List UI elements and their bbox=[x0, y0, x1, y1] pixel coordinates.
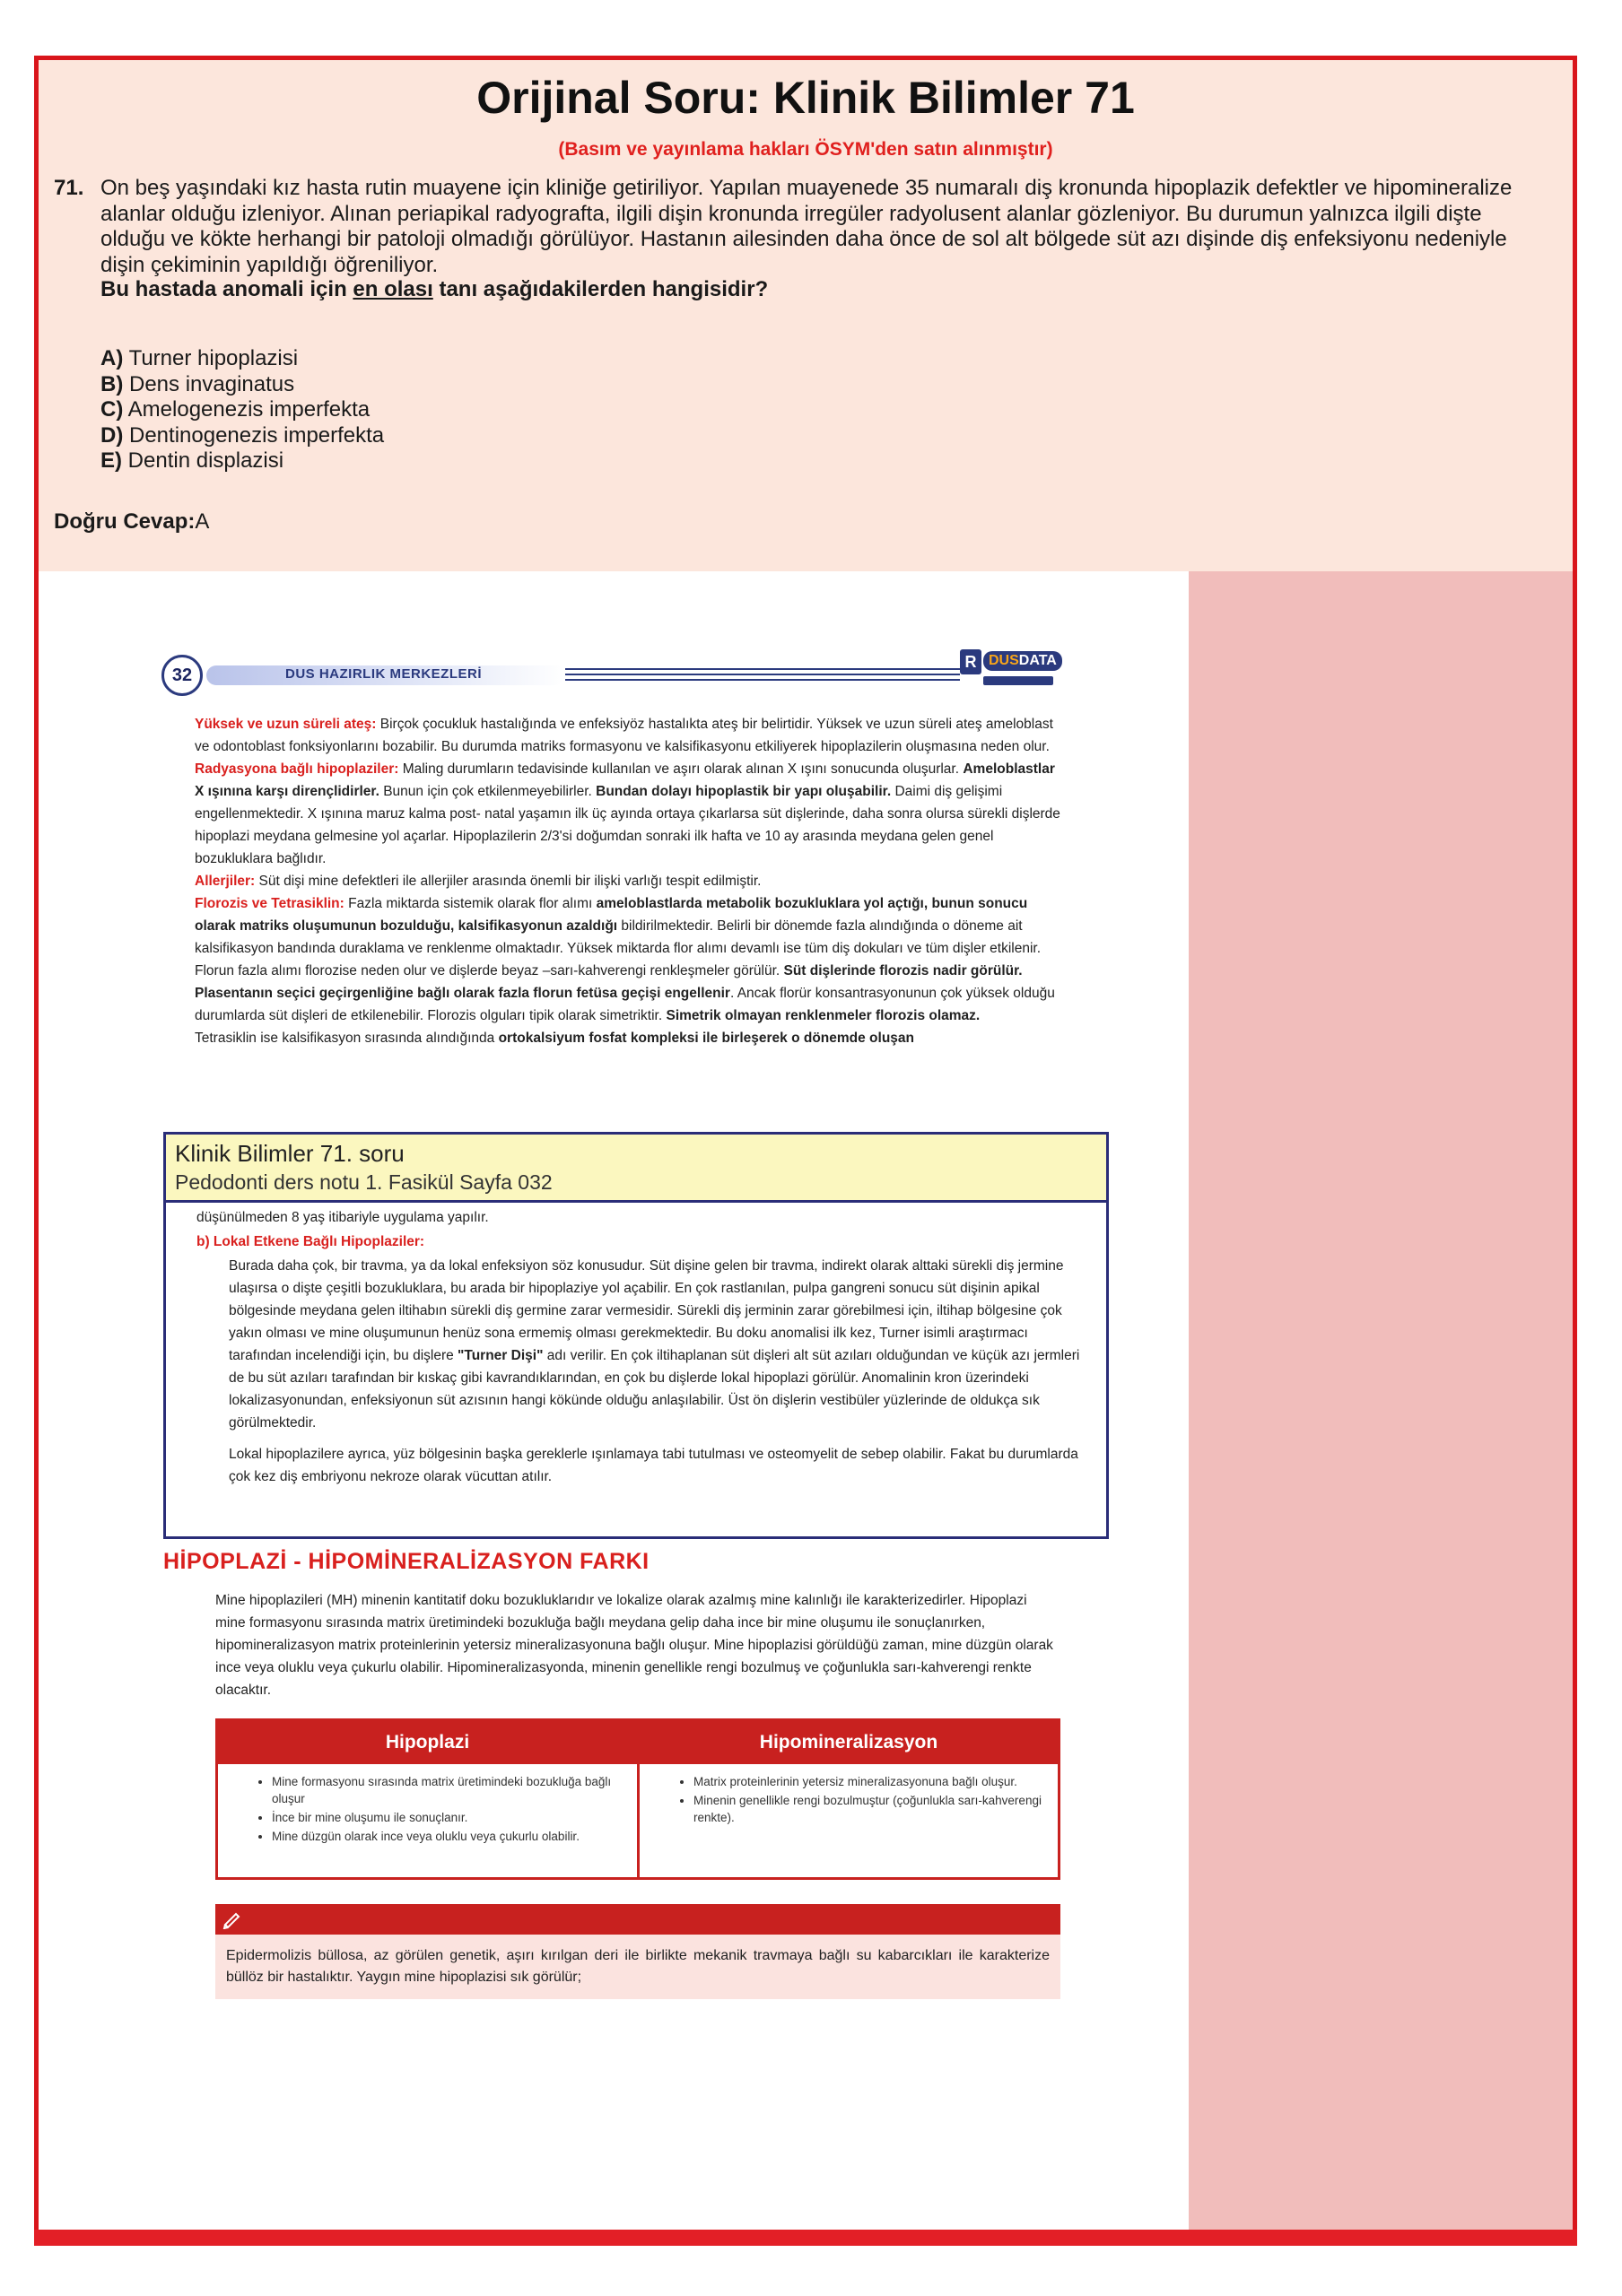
heading-fluorosis: Florozis ve Tetrasiklin: bbox=[195, 896, 344, 911]
text-radiation-a: Maling durumların tedavisinde kullanılan ve aşırı olarak alınan X ışını sonucunda oluşurlar. bbox=[398, 761, 964, 777]
text-fluorosis-f: Simetrik olmayan renklenmeler florozis olamaz. bbox=[666, 1008, 981, 1023]
answer-value: A bbox=[195, 509, 210, 534]
logo-text-b: DATA bbox=[1018, 653, 1057, 668]
heading-allergies: Allerjiler: bbox=[195, 874, 256, 889]
table-header-hypoplasia: Hipoplazi bbox=[218, 1721, 637, 1764]
option-text: Dentin displazisi bbox=[127, 448, 284, 473]
note-text: Epidermolizis büllosa, az görülen genetik, aşırı kırılgan deri ile birlikte mekanik travmaya bağlı su kabarcıkları ile karakterize büllöz bir hastalıktır. Yaygın mine hipoplazisi sık görülür; bbox=[215, 1935, 1060, 1999]
text-radiation-e: Daimi diş gelişimi engellenmektedir. X ışınına maruz kalma post- natal yaşamın ilk üç ayında ortaya çıkarlarsa süt dişlerinde, daha sonra olursa sürekli dişlerde hipoplazi meydana gelmesine yol açarlar. Hipoplazilerin 2/3'si doğumdan sonraki ilk hafta ve 10 ay arasında meydana gelen genel bozukluklara bağlıdır. bbox=[195, 784, 1060, 866]
bottom-red-bar bbox=[34, 2230, 1577, 2246]
list-item: • Mine formasyonu sırasında matrix üretimindeki bozukluğa bağlı oluşur bbox=[272, 1773, 615, 1807]
header-rule-middle bbox=[565, 674, 960, 675]
paragraph-hypoplasia-difference: Mine hipoplazileri (MH) minenin kantitatif doku bozukluklarıdır ve lokalize olarak azalmış mine kalınlığı ile karakterizedirler. Hipoplazi mine formasyonu sırasında matrix üretimindeki bozukluğa bağlı meydana gelip daha ince bir mine oluşumu ile sonuçlanırken, hipomineralizasyon matrix proteinlerinin yetersiz mineralizasyonuna bağlı oluşur. Mine hipoplazisi görüldüğü zaman, mine düzgün olarak ince veya oluklu veya çukurlu olabilir. Hipomineralizasyonda, minenin genellikle rengi bozulmuş ve çoğunlukla sarı-kahverengi renkte olacaktır. bbox=[215, 1593, 1053, 1698]
list-item: • Minenin genellikle rengi bozulmuştur (çoğunlukla sarı-kahverengi renkte). bbox=[693, 1792, 1045, 1826]
option-c bbox=[100, 397, 384, 423]
text-allergies: Süt dişi mine defektleri ile allerjiler arasında önemli bir ilişki varlığı tespit edilmiştir. bbox=[255, 874, 762, 889]
list-item: • Mine düzgün olarak ince veya oluklu veya çukurlu olabilir. bbox=[272, 1828, 615, 1845]
question-title: Orijinal Soru: Klinik Bilimler 71 bbox=[476, 73, 1135, 123]
logo-wordmark bbox=[983, 651, 1062, 671]
paragraph-fluorosis bbox=[195, 892, 1060, 1027]
answer-label: Doğru Cevap: bbox=[54, 509, 196, 534]
text-tetracycline-a: Tetrasiklin ise kalsifikasyon sırasında alındığında bbox=[195, 1031, 499, 1046]
reference-title: Klinik Bilimler 71. soru bbox=[175, 1140, 405, 1167]
ask-post: tanı aşağıdakilerden hangisidir? bbox=[432, 277, 769, 301]
text-fluorosis-a: Fazla miktarda sistemik olarak flor alımı bbox=[344, 896, 597, 911]
text-fluorosis-e: . Ancak florür konsantrasyonunun çok yüksek olduğu durumlarda süt dişleri de etkilenebilir. Florozis olguları tipik olarak simetriktir. bbox=[195, 986, 1055, 1023]
option-text: Amelogenezis imperfekta bbox=[127, 397, 371, 422]
option-text: Turner hipoplazisi bbox=[128, 346, 299, 370]
section-heading: HİPOPLAZİ - HİPOMİNERALİZASYON FARKI bbox=[163, 1549, 650, 1574]
paragraph-local-other: Lokal hipoplazilere ayrıca, yüz bölgesinin başka gereklerle ışınlamaya tabi tutulması ve osteomyelit de sebep olabilir. Fakat bu durumlarda çok kez diş embriyonu nekroze olarak vücuttan atılır. bbox=[229, 1447, 1078, 1484]
reference-source: Pedodonti ders notu 1. Fasikül Sayfa 032 bbox=[175, 1170, 553, 1194]
table-header-hypomineralization: Hipomineralizasyon bbox=[640, 1721, 1058, 1764]
logo-strip bbox=[983, 676, 1053, 685]
option-e bbox=[100, 448, 384, 474]
option-key: B) bbox=[100, 371, 124, 396]
paragraph-turner bbox=[196, 1255, 1085, 1434]
logo-mark: R bbox=[960, 649, 981, 674]
text-fluorosis-c: bildirilmektedir. Belirli bir dönemde fazla alındığında o döneme ait kalsifikasyon bandında duraklama ve renklenme olmaktadır. Yüksek miktarda flor alımı devamlı ise tüm diş dokuları ve tüm dişler etkilenir. Florun fazla alımı florozise neden olur ve dişlerde beyaz –sarı-kahverengi renkleşmeler görülür. bbox=[195, 918, 1042, 978]
option-text: Dentinogenezis imperfekta bbox=[129, 422, 385, 448]
text-turner-b: "Turner Dişi" bbox=[458, 1348, 544, 1363]
option-key: C) bbox=[100, 397, 124, 422]
heading-local-hypoplasia: b) Lokal Etkene Bağlı Hipoplaziler: bbox=[196, 1234, 425, 1249]
list-item: • Matrix proteinlerinin yetersiz mineralizasyonuna bağlı oluşur. bbox=[693, 1773, 1045, 1790]
text-radiation-b: Ameloblastlar X ışınına karşı dirençlidirler. bbox=[195, 761, 1055, 799]
question-number: 71. bbox=[54, 176, 84, 200]
list-item: • İnce bir mine oluşumu ile sonuçlanır. bbox=[272, 1809, 615, 1826]
option-b bbox=[100, 372, 384, 398]
text-turner-a: Burada daha çok, bir travma, ya da lokal enfeksiyon söz konusudur. Süt dişine gelen bir travma, indirekt olarak alttaki sürekli diş jermine ulaşırsa o dişte çeşitli bozukluklara, bu arada bir hipoplaziye yol açabilir. En çok rastlanılan, pulpa gangreni sonucu süt dişinin apikal bölgesinde meydana gelen iltihabın sürekli diş germine zarar vermesidir. Sürekli diş jerminin zarar görebilmesi için, iltihap bölgesine çok yakın olması ve mine oluşumunun henüz sona ermemiş olması gerekmektedir. Bu doku anomalisi ilk kez, Turner isimli araştırmacı tarafından incelendiği için, bu dişlere bbox=[229, 1258, 1064, 1363]
pencil-icon bbox=[222, 1909, 242, 1929]
option-key: E) bbox=[100, 448, 122, 473]
option-text: Dens invaginatus bbox=[129, 371, 295, 396]
table-col1-list bbox=[256, 1773, 615, 1847]
book-text-block-1 bbox=[195, 713, 1060, 1138]
option-key: D) bbox=[100, 422, 124, 448]
book-header-title: DUS HAZIRLIK MERKEZLERİ bbox=[285, 666, 482, 682]
page-number: 32 bbox=[161, 655, 203, 696]
logo-text-a: DUS bbox=[989, 653, 1019, 668]
question-stem: On beş yaşındaki kız hasta rutin muayene için kliniğe getiriliyor. Yapılan muayenede 35 numaralı diş kronunda hipoplazik defektler ve hipomineralize alanlar olduğu izleniyor. Alınan periapikal radyografta, ilgili dişin kronunda irregüler radyolusent alanlar gözleniyor. Bu durumun yalnızca ilgili dişte olduğu ve kökte herhangi bir patoloji olmadığı görülüyor. Hastanın ailesinden daha önce de sol alt bölgede süt azı dişinde diş enfeksiyonu nedeniyle dişin çekiminin yapıldığı öğreniliyor. bbox=[100, 176, 1513, 277]
heading-fever: Yüksek ve uzun süreli ateş: bbox=[195, 717, 377, 732]
text-fever: Birçok çocukluk hastalığında ve enfeksiyöz hastalıkta ateş bir belirtidir. Yüksek ve uzun süreli ateş ameloblast ve odontoblast fonksiyonlarını bozabilir. Bu durumda matriks formasyonu ve kalsifikasyonu etkiliyerek hipoplazilerin oluşmasına neden olur. bbox=[195, 717, 1053, 754]
question-ask bbox=[100, 277, 768, 302]
reference-line-0: düşünülmeden 8 yaş itibariyle uygulama yapılır. bbox=[196, 1210, 489, 1225]
paragraph-radiation bbox=[195, 758, 1060, 870]
option-d bbox=[100, 423, 384, 449]
reference-highlight-box bbox=[163, 1132, 1109, 1539]
paragraph-allergies bbox=[195, 870, 1060, 892]
option-key: A) bbox=[100, 346, 124, 370]
heading-radiation: Radyasyona bağlı hipoplaziler: bbox=[195, 761, 399, 777]
answer-options bbox=[100, 346, 384, 474]
text-radiation-c: Bunun için çok etkilenmeyebilirler. bbox=[379, 784, 597, 799]
option-a bbox=[100, 346, 384, 372]
comparison-table bbox=[215, 1718, 1060, 1880]
text-fluorosis-d: Süt dişlerinde florozis nadir görülür. Plasentanın seçici geçirgenliğine bağlı olarak fazla florun fetüsa geçişi engellenir bbox=[195, 963, 1023, 1001]
paragraph-tetracycline bbox=[195, 1027, 1060, 1049]
publisher-logo bbox=[960, 649, 1055, 694]
ask-pre: Bu hastada anomali için bbox=[100, 277, 353, 301]
copyright-note: (Basım ve yayınlama hakları ÖSYM'den satın alınmıştır) bbox=[558, 139, 1053, 160]
reference-body bbox=[196, 1206, 1085, 1488]
note-header-bar bbox=[215, 1904, 1060, 1935]
table-divider bbox=[637, 1721, 640, 1877]
text-tetracycline-b: ortokalsiyum fosfat kompleksi ile birleşerek o dönemde oluşan bbox=[498, 1031, 915, 1046]
paragraph-fever bbox=[195, 713, 1060, 758]
ask-underlined: en olası bbox=[353, 277, 433, 301]
reference-label bbox=[166, 1135, 1106, 1203]
text-radiation-d: Bundan dolayı hipoplastik bir yapı oluşabilir. bbox=[596, 784, 892, 799]
table-col2-list bbox=[677, 1773, 1045, 1828]
text-fluorosis-b: ameloblastlarda metabolik bozukluklara yol açtığı, bunun sonucu olarak matriks oluşumunun bozulduğu, kalsifikasyonun azaldığı bbox=[195, 896, 1028, 934]
text-turner-c: adı verilir. En çok iltihaplanan süt dişleri alt süt azıları olduğundan ve küçük azı jermleri de bu süt azıları tarafından bir kıskaç gibi kavrandıklarından, en çok bu dişlerde lokal hipoplazi görülür. Anomalinin kron üzerindeki lokalizasyonundan, enfeksiyonun süt azısının hangi kökünde olduğu anlaşılabilir. Üst ön dişlerin vestibüler yüzlerinde de oldukça sık görülmektedir. bbox=[229, 1348, 1080, 1431]
correct-answer bbox=[54, 509, 209, 535]
